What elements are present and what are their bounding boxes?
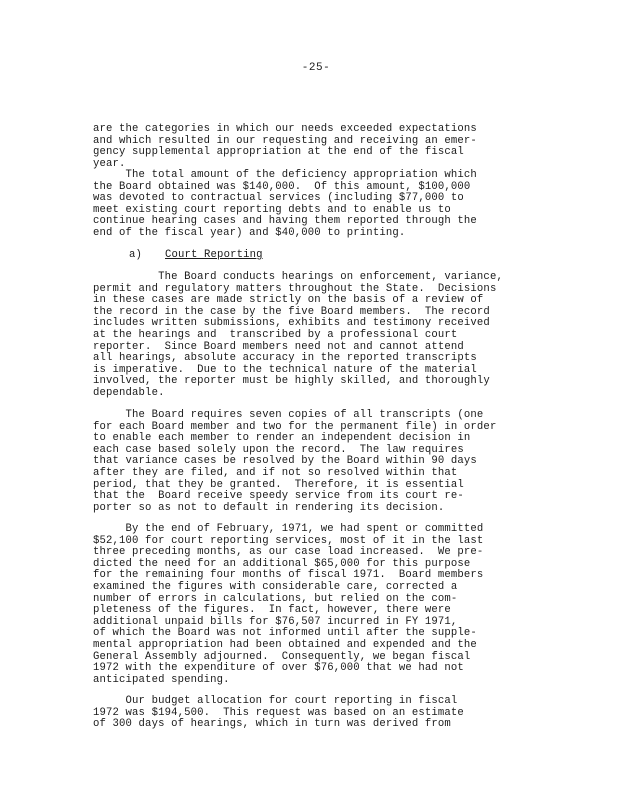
paragraph-transcript-copies xyxy=(93,410,523,514)
text-line: porter so as not to default in rendering its decision. xyxy=(93,501,445,514)
text-line: the Board obtained was $140,000. Of this amount, $100,000 xyxy=(93,180,471,193)
text-line: to enable each member to render an independent decision in xyxy=(93,432,471,445)
text-line: each case based solely upon the record. The law requires xyxy=(93,443,464,456)
text-line: of 300 days of hearings, which in turn was derived from xyxy=(93,718,451,731)
text-line: meet existing court reporting debts and to enable us to xyxy=(93,203,451,216)
text-line: General Assembly adjourned. Consequently, we began fiscal xyxy=(93,650,471,663)
text-line: includes written submissions, exhibits and testimony received xyxy=(93,317,490,330)
text-line: By the end of February, 1971, we had spent or committed xyxy=(93,523,484,535)
text-line: the record in the case by the five Board members. The record xyxy=(93,305,490,318)
text-line: in these cases are made strictly on the basis of a review of xyxy=(93,294,484,307)
heading-label: a) xyxy=(129,249,143,261)
heading-title: Court Reporting xyxy=(165,249,263,261)
text-line: The Board requires seven copies of all transcripts (one xyxy=(93,409,484,421)
paragraph-needs-exceeded xyxy=(93,124,523,170)
text-line: additional unpaid bills for $76,507 incurred in FY 1971, xyxy=(93,615,458,628)
text-line: after they are filed, and if not so resolved within that xyxy=(93,466,458,479)
text-line: that the Board receive speedy service from its court re- xyxy=(93,490,464,503)
text-line: all hearings, absolute accuracy in the reported transcripts xyxy=(93,352,477,365)
text-line: permit and regulatory matters throughout the State. Decisions xyxy=(93,282,497,295)
text-line: 1972 was $194,500. This request was based on an estimate xyxy=(93,706,464,719)
text-line: year. xyxy=(93,157,126,170)
section-heading xyxy=(93,250,523,262)
heading-line xyxy=(93,250,523,262)
text-line: end of the fiscal year) and $40,000 to printing. xyxy=(93,226,406,239)
text-line: is imperative. Due to the technical nature of the material xyxy=(93,363,477,376)
paragraph-board-hearings xyxy=(93,272,523,400)
text-line: 1972 with the expenditure of over $76,000 that we had not xyxy=(93,662,464,675)
text-line: involved, the reporter must be highly skilled, and thoroughly xyxy=(93,375,490,388)
text-line: reporter. Since Board members need not and cannot attend xyxy=(93,340,464,353)
page-number: -25- xyxy=(301,62,331,74)
text-line: $52,100 for court reporting services, most of it in the last xyxy=(93,534,484,547)
text-line: mental appropriation had been obtained and expended and the xyxy=(93,638,477,651)
text-line: was devoted to contractual services (including $77,000 to xyxy=(93,192,464,205)
text-line: dependable. xyxy=(93,386,165,399)
paragraph-budget-allocation xyxy=(93,696,523,731)
text-line: of which the Board was not informed until after the supple- xyxy=(93,627,477,640)
text-line: for each Board member and two for the permanent file) in order xyxy=(93,420,497,433)
text-line: gency supplemental appropriation at the end of the fiscal xyxy=(93,146,464,159)
text-line: at the hearings and transcribed by a professional court xyxy=(93,328,458,341)
text-line: pleteness of the figures. In fact, however, there were xyxy=(93,604,451,617)
text-line: dicted the need for an additional $65,000 for this purpose xyxy=(93,557,471,570)
text-line: that variance cases be resolved by the Board within 90 days xyxy=(93,455,477,468)
text-line: The Board conducts hearings on enforcement, variance, xyxy=(93,271,503,283)
text-line: number of errors in calculations, but relied on the com- xyxy=(93,592,458,605)
text-line: and which resulted in our requesting and receiving an emer- xyxy=(93,134,477,147)
text-line: period, that they be granted. Therefore, it is essential xyxy=(93,478,464,491)
text-line: Our budget allocation for court reporting in fiscal xyxy=(93,695,458,707)
paragraph-deficiency-appropriation xyxy=(93,170,523,240)
text-line: The total amount of the deficiency appropriation which xyxy=(93,169,477,181)
text-line: continue hearing cases and having them reported through the xyxy=(93,215,477,228)
paragraph-february-spending xyxy=(93,524,523,686)
text-line: anticipated spending. xyxy=(93,673,230,686)
text-line: for the remaining four months of fiscal 1971. Board members xyxy=(93,569,484,582)
text-line: are the categories in which our needs exceeded expectations xyxy=(93,123,477,135)
text-line: examined the figures with considerable care, corrected a xyxy=(93,580,458,593)
text-line: three preceding months, as our case load increased. We pre- xyxy=(93,546,484,559)
